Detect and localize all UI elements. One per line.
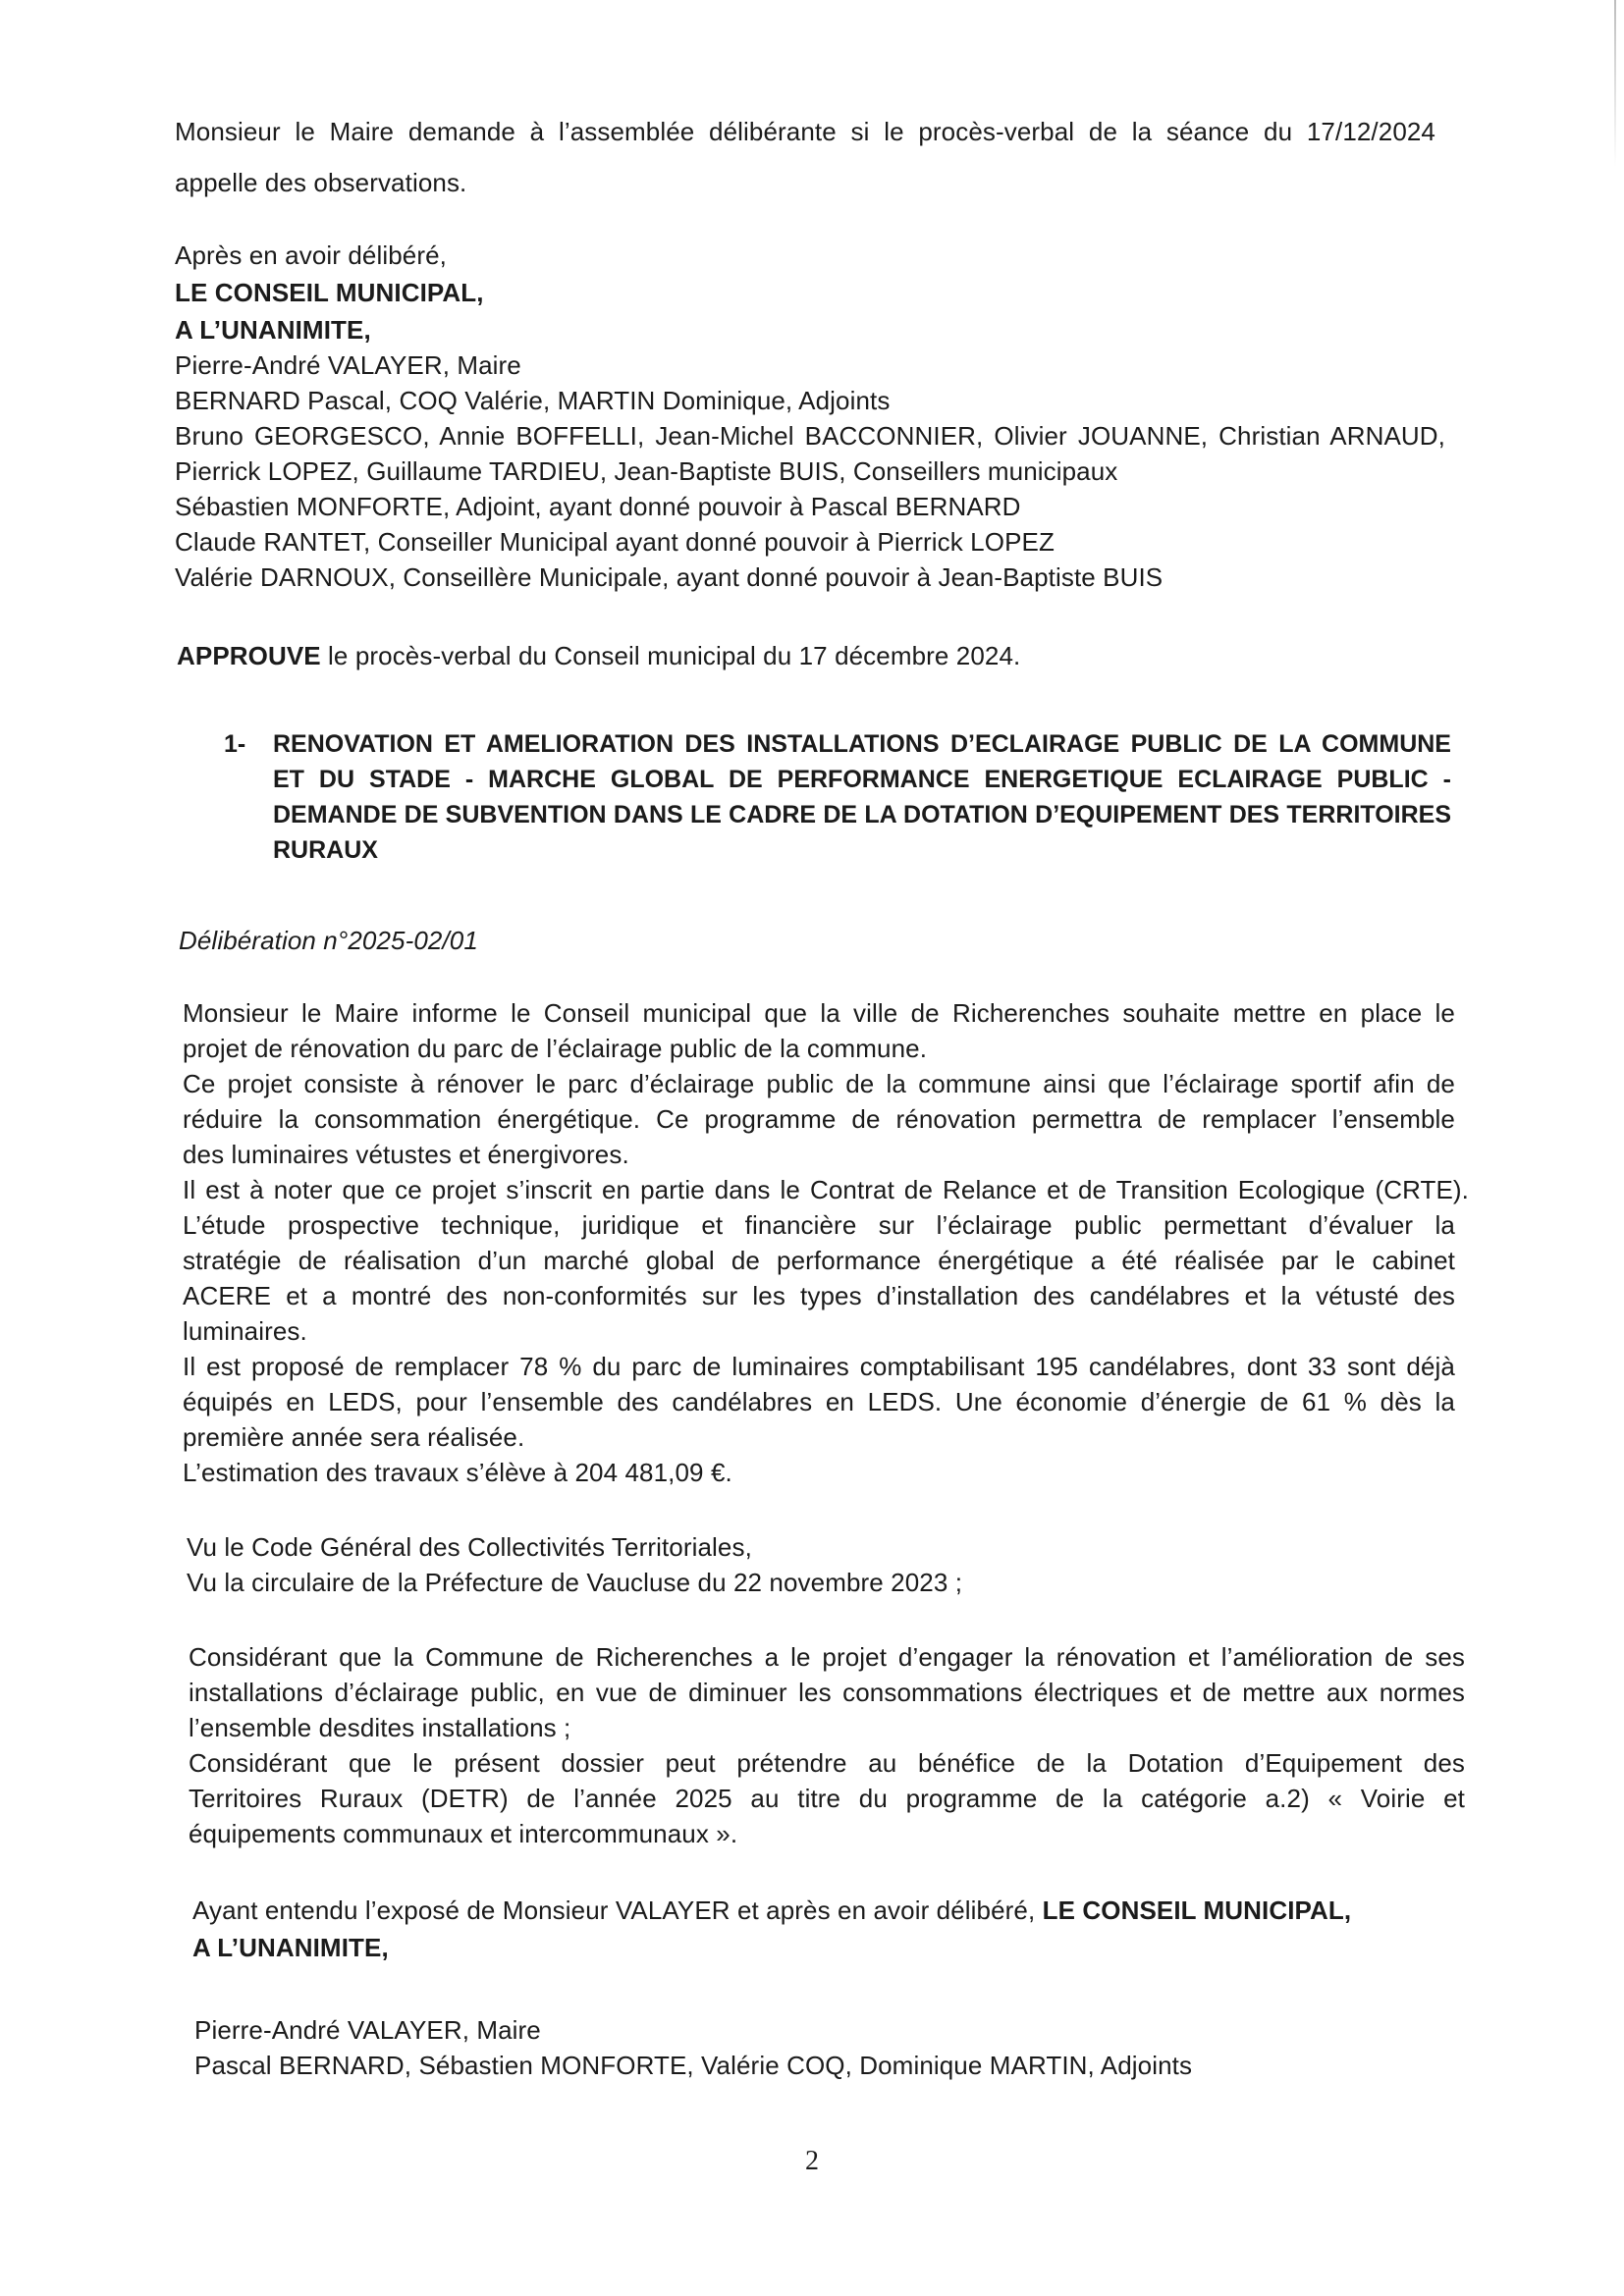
section-title [273,726,1451,868]
vu-line: Vu la circulaire de la Préfecture de Vaucluse du 22 novembre 2023 ; [187,1568,963,1597]
body-line: des luminaires vétustes et énergivores. [183,1140,629,1169]
considerant-line: équipements communaux et intercommunaux ». [189,1819,738,1848]
ayant-unanimite: A L’UNANIMITE, [192,1933,389,1962]
body-line: Il est à noter que ce projet s’inscrit en partie dans le Contrat de Relance et de Transition Ecologique (CRTE). [183,1175,1469,1204]
body-line: stratégie de réalisation d’un marché global de performance énergétique a été réalisée par le cabinet [183,1246,1455,1275]
vote-member-line: Valérie DARNOUX, Conseillère Municipale, ayant donné pouvoir à Jean-Baptiste BUIS [175,562,1164,592]
body-line: Il est proposé de remplacer 78 % du parc de luminaires comptabilisant 195 candélabres, dont 33 sont déjà [183,1352,1455,1381]
vote-member-line: Pierre-André VALAYER, Maire [175,350,521,380]
deliberation-number: Délibération n°2025-02/01 [179,926,478,955]
vote-member-line: Pierrick LOPEZ, Guillaume TARDIEU, Jean-Baptiste BUIS, Conseillers municipaux [175,456,1118,486]
approuve-keyword: APPROUVE [177,641,321,670]
vu-line: Vu le Code Général des Collectivités Territoriales, [187,1532,752,1562]
scan-edge-mark [1614,0,1616,167]
body-line: projet de rénovation du parc de l’éclairage public de la commune. [183,1034,928,1063]
ayant-conseil-municipal: LE CONSEIL MUNICIPAL, [1042,1896,1352,1925]
vote-unanimite: A L’UNANIMITE, [175,315,371,345]
final-member-line: Pierre-André VALAYER, Maire [194,2015,541,2045]
vote-member-line: Claude RANTET, Conseiller Municipal ayant donné pouvoir à Pierrick LOPEZ [175,527,1055,557]
page-number: 2 [805,2146,819,2176]
considerant-line: Considérant que le présent dossier peut prétendre au bénéfice de la Dotation d’Equipement des [189,1748,1465,1778]
body-line: Monsieur le Maire informe le Conseil municipal que la ville de Richerenches souhaite mettre en place le [183,998,1455,1028]
body-line: première année sera réalisée. [183,1422,525,1452]
section-number: 1- [224,730,246,758]
body-line: L’étude prospective technique, juridique et financière sur l’éclairage public permettant d’évaluer la [183,1210,1455,1240]
approuve-statement [177,640,1020,671]
body-line: luminaires. [183,1316,307,1346]
final-member-line: Pascal BERNARD, Sébastien MONFORTE, Valérie COQ, Dominique MARTIN, Adjoints [194,2051,1193,2080]
approuve-text: le procès-verbal du Conseil municipal du 17 décembre 2024. [320,641,1021,670]
body-line: équipés en LEDS, pour l’ensemble des candélabres en LEDS. Une économie d’énergie de 61 % dès la [183,1387,1455,1416]
considerant-line: l’ensemble desdites installations ; [189,1713,571,1742]
body-line: ACERE et a montré des non-conformités sur les types d’installation des candélabres et la vétusté des [183,1281,1455,1310]
vote-member-line: Sébastien MONFORTE, Adjoint, ayant donné pouvoir à Pascal BERNARD [175,492,1021,521]
vote-member-line: Bruno GEORGESCO, Annie BOFFELLI, Jean-Michel BACCONNIER, Olivier JOUANNE, Christian ARNAUD, [175,421,1445,451]
body-line: Ce projet consiste à rénover le parc d’éclairage public de la commune ainsi que l’éclairage sportif afin de [183,1069,1455,1098]
body-line: réduire la consommation énergétique. Ce programme de rénovation permettra de remplacer l’ensemble [183,1104,1455,1134]
ayant-entendu-text: Ayant entendu l’exposé de Monsieur VALAYER et après en avoir délibéré, [192,1896,1043,1925]
section-title-line: RENOVATION ET AMELIORATION DES INSTALLATIONS D’ECLAIRAGE PUBLIC DE LA COMMUNE [273,730,1451,758]
considerant-line: Considérant que la Commune de Richerenches a le projet d’engager la rénovation et l’amélioration de ses [189,1642,1465,1672]
vote-conseil-municipal: LE CONSEIL MUNICIPAL, [175,278,484,307]
vote-apres: Après en avoir délibéré, [175,240,447,270]
section-title-line: RURAUX [273,836,378,864]
intro-line-1: Monsieur le Maire demande à l’assemblée délibérante si le procès-verbal de la séance du 17/12/2024 [175,117,1435,146]
section-title-line: ET DU STADE - MARCHE GLOBAL DE PERFORMANCE ENERGETIQUE ECLAIRAGE PUBLIC - [273,766,1451,793]
considerant-line: installations d’éclairage public, en vue de diminuer les consommations électriques et de mettre aux normes [189,1678,1465,1707]
intro-line-2: appelle des observations. [175,168,467,197]
vote-member-line: BERNARD Pascal, COQ Valérie, MARTIN Dominique, Adjoints [175,386,891,415]
body-line: L’estimation des travaux s’élève à 204 481,09 €. [183,1458,732,1487]
ayant-entendu-line [192,1895,1351,1926]
considerant-line: Territoires Ruraux (DETR) de l’année 2025 au titre du programme de la catégorie a.2) « Voirie et [189,1784,1465,1813]
section-title-line: DEMANDE DE SUBVENTION DANS LE CADRE DE LA DOTATION D’EQUIPEMENT DES TERRITOIRES [273,801,1451,828]
